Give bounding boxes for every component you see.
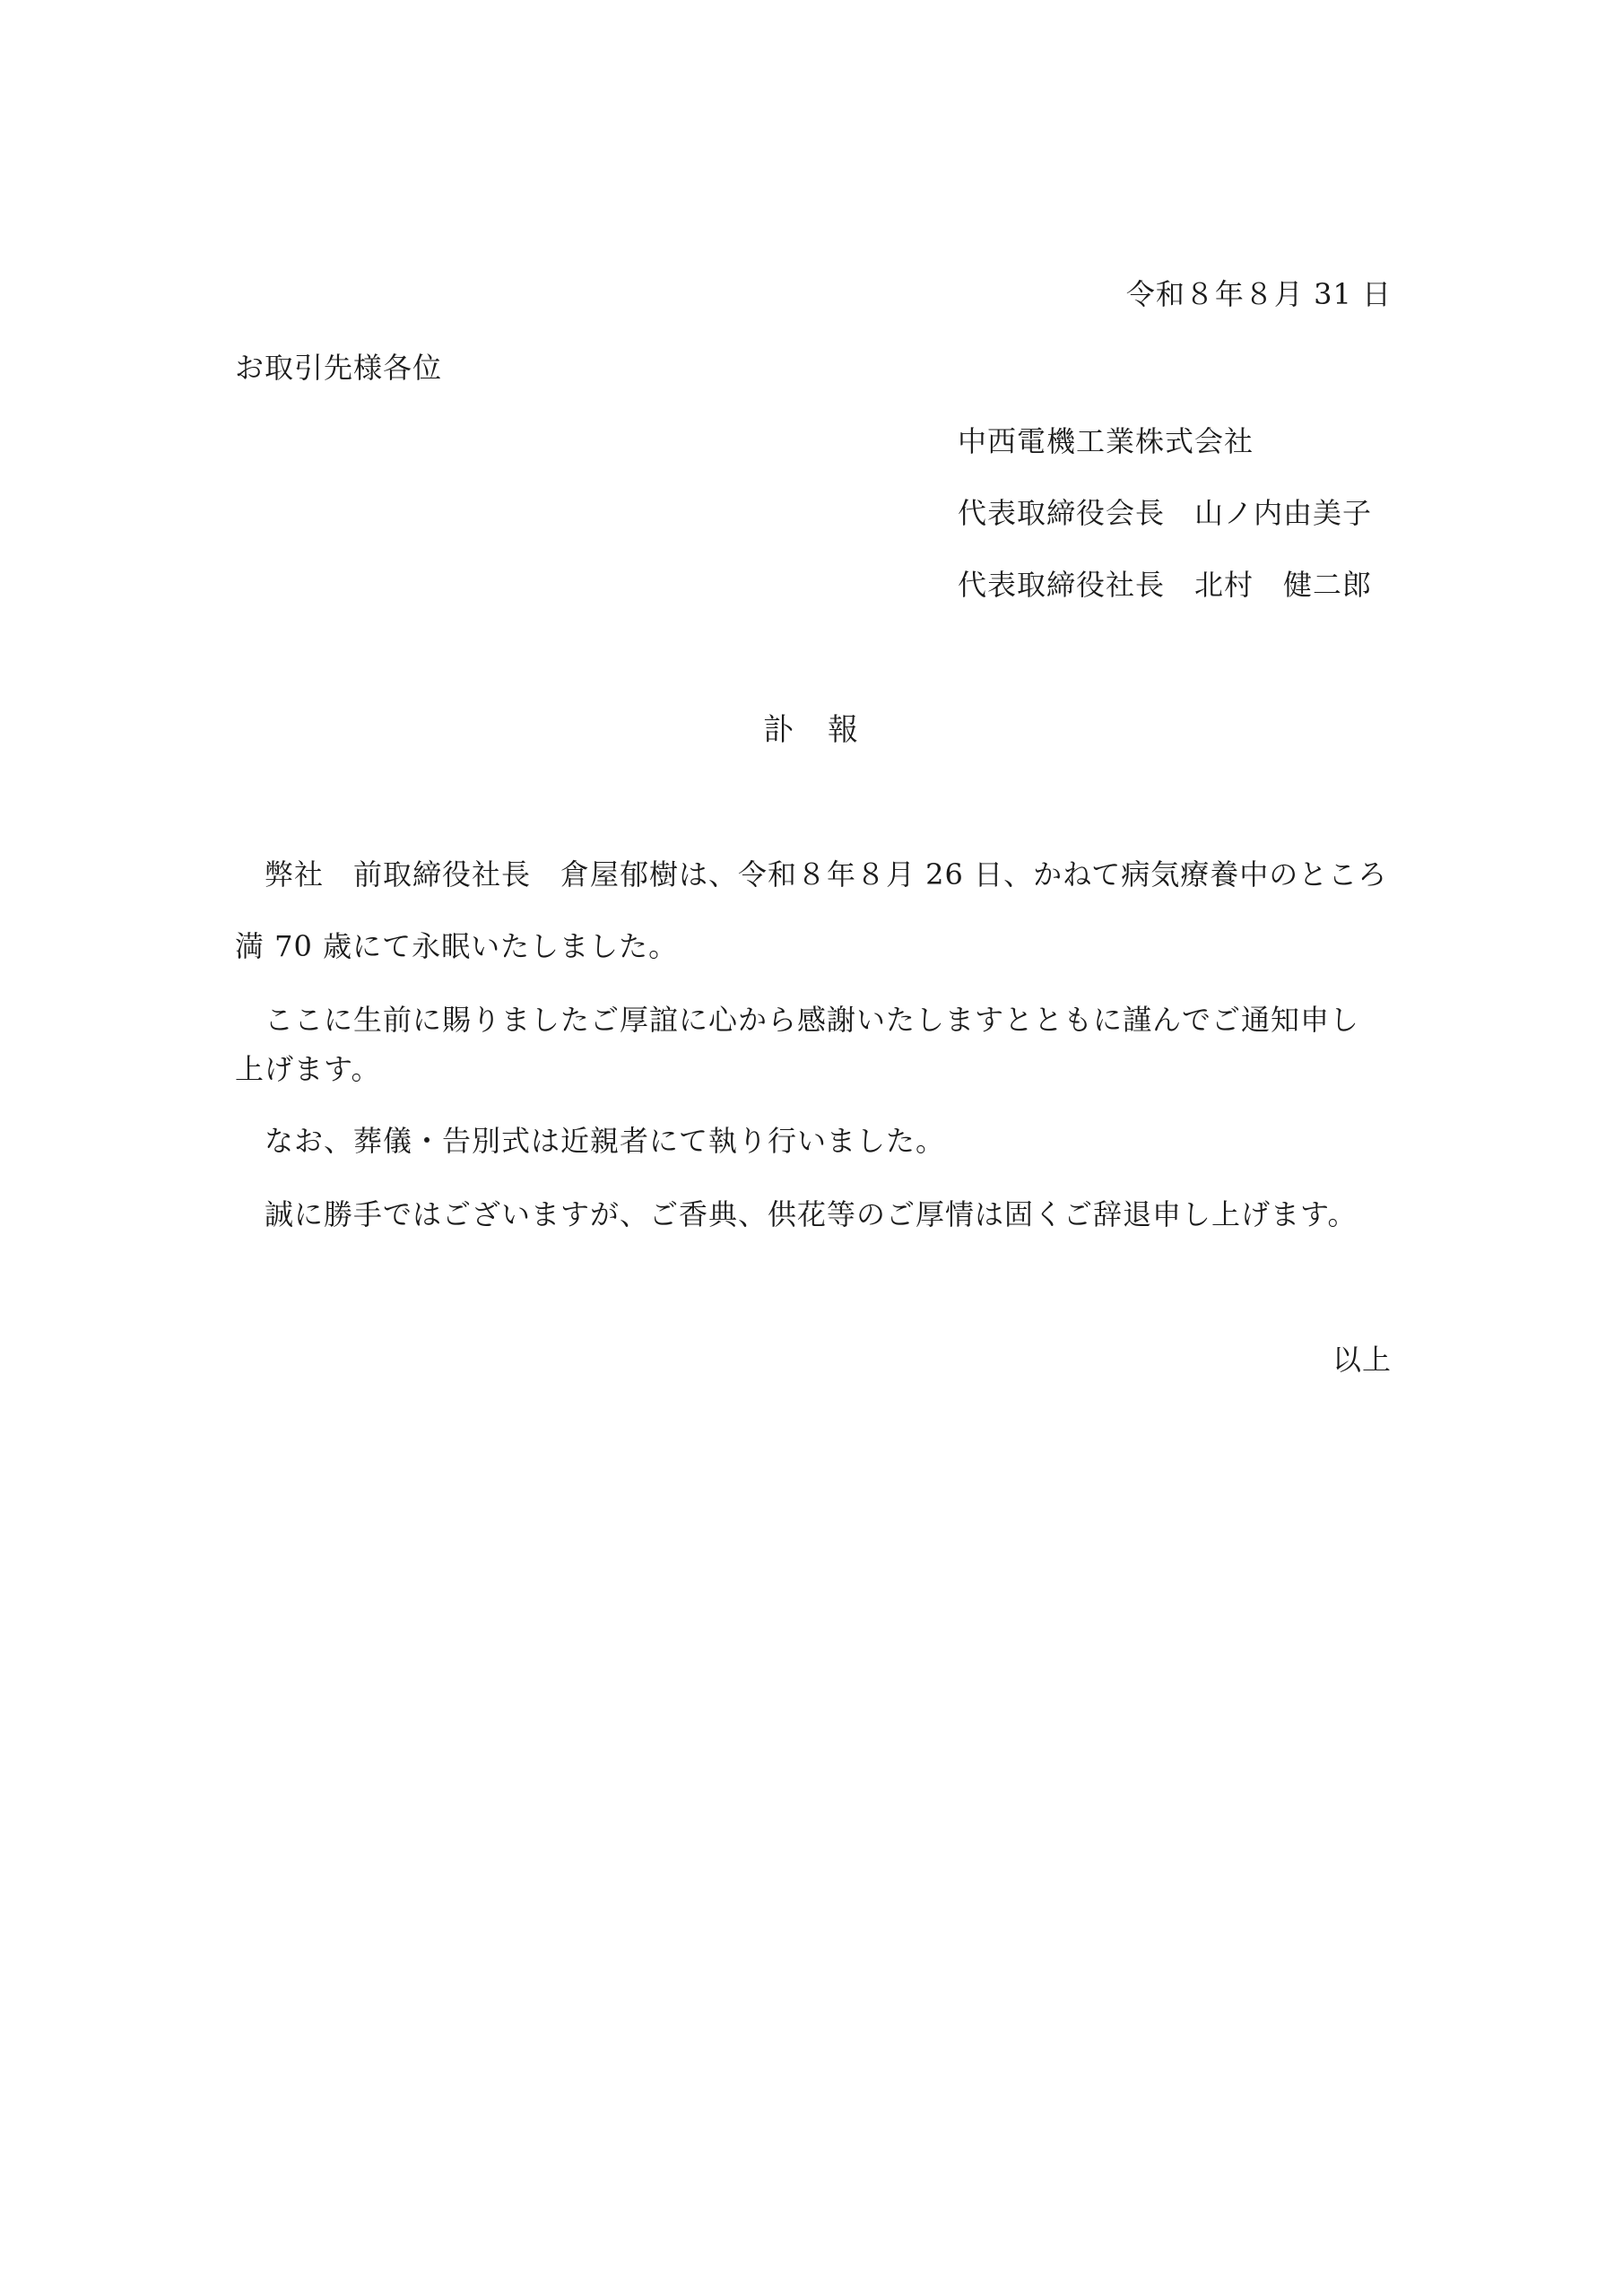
closing-mark: 以上 bbox=[1332, 1343, 1392, 1377]
document-date: 令和８年８月 31 日 bbox=[1125, 277, 1392, 311]
paragraph-4-line-1: 誠に勝手ではございますが、ご香典、供花等のご厚情は固くご辞退申し上げます。 bbox=[235, 1197, 1358, 1231]
document-title: 訃 報 bbox=[763, 712, 860, 748]
paragraph-1-line-1: 弊社 前取締役社長 倉屋郁樹は、令和８年８月 26 日、かねて病気療養中のところ bbox=[235, 857, 1388, 891]
paragraph-2-line-2: 上げます。 bbox=[235, 1052, 381, 1086]
paragraph-3-line-1: なお、葬儀・告別式は近親者にて執り行いました。 bbox=[235, 1124, 946, 1158]
recipient-line: お取引先様各位 bbox=[235, 351, 443, 385]
sender-president: 代表取締役社長 北村 健二郎 bbox=[958, 568, 1373, 602]
sender-chairman: 代表取締役会長 山ノ内由美子 bbox=[958, 496, 1373, 530]
paragraph-1-line-2: 満 70 歳にて永眠いたしました。 bbox=[235, 929, 679, 963]
sender-company: 中西電機工業株式会社 bbox=[958, 424, 1254, 458]
paragraph-2-line-1: ここに生前に賜りましたご厚誼に心から感謝いたしますとともに謹んでご通知申し bbox=[235, 1003, 1360, 1037]
